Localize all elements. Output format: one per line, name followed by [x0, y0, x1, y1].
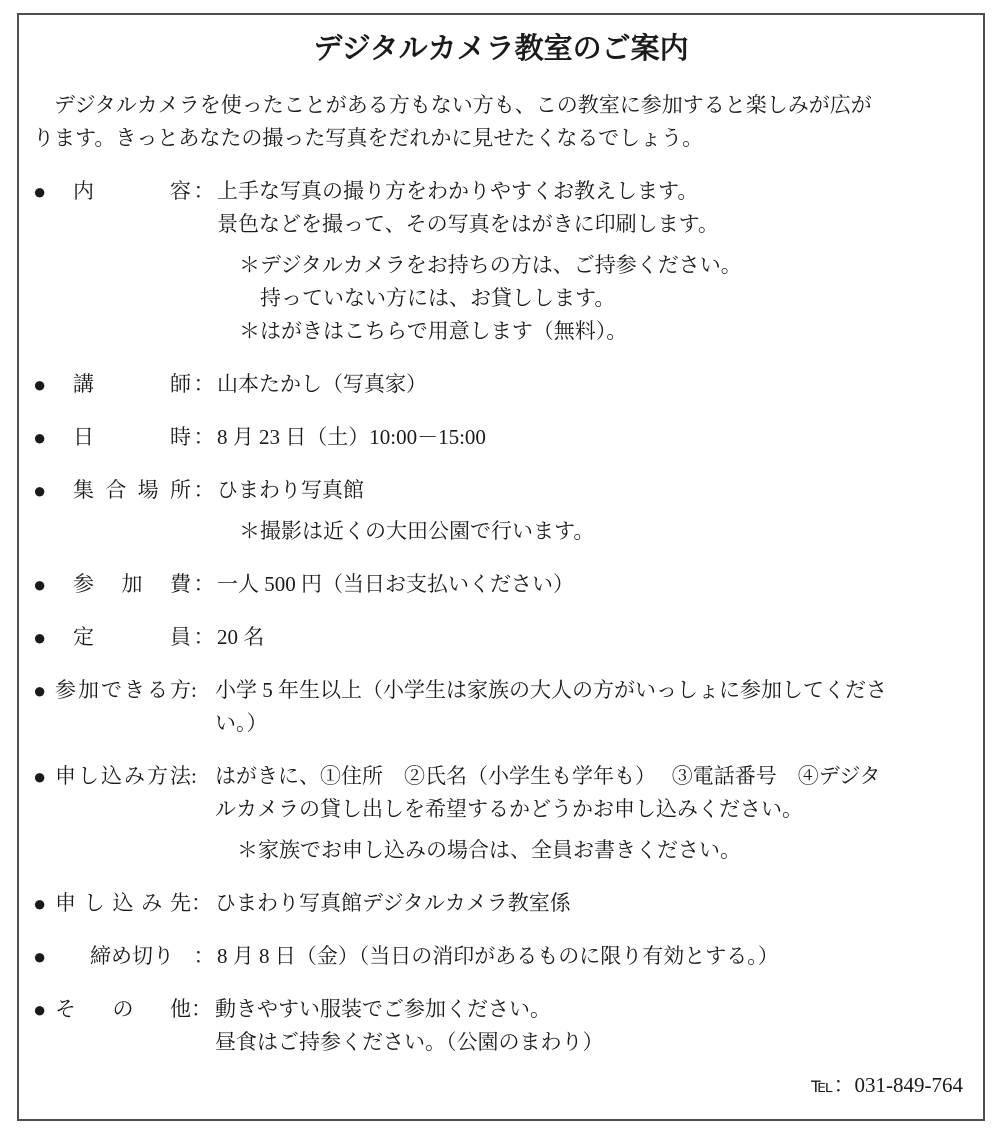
bullet-icon: ● [33, 625, 47, 650]
note-line: ＊はがきはこちらで用意します（無料）。 [239, 319, 628, 343]
intro-paragraph [33, 89, 969, 155]
item-colon: ： [193, 944, 215, 968]
flyer-page [17, 13, 985, 1121]
item-colon: ： [191, 891, 212, 915]
note-line: ＊家族でお申し込みの場合は、全員お書きください。 [237, 838, 741, 862]
item-label: 内容 [73, 179, 191, 203]
bullet-icon: ● [33, 997, 47, 1022]
item-value [217, 621, 969, 654]
item-line: 昼食はご持参ください。（公園のまわり） [215, 1030, 604, 1054]
item-label: 集合場所 [73, 478, 191, 502]
item-application-address [33, 887, 969, 920]
item-value [217, 568, 969, 601]
item-value [217, 940, 969, 973]
item-value [215, 887, 969, 920]
item-line: 上手な写真の撮り方をわかりやすくお教えします。 [217, 179, 699, 203]
item-line: い。） [215, 711, 268, 735]
item-line: ルカメラの貸し出しを希望するかどうかお申し込みください。 [215, 797, 803, 821]
item-label: 申し込み方法 [55, 764, 191, 788]
item-label: 日時 [73, 425, 191, 449]
item-value [217, 175, 969, 348]
note-line: ＊デジタルカメラをお持ちの方は、ご持参ください。 [239, 253, 742, 277]
item-value [217, 421, 969, 454]
item-line: 動きやすい服装でご参加ください。 [215, 997, 551, 1021]
item-line: ひまわり写真館 [217, 478, 364, 502]
item-meeting-place [33, 474, 969, 548]
item-value [215, 760, 969, 867]
item-colon: ： [193, 572, 215, 596]
bullet-icon: ● [33, 425, 47, 450]
item-notes [239, 515, 969, 548]
item-line: 8 月 23 日（土）10:00－15:00 [217, 425, 486, 449]
bullet-icon: ● [33, 764, 47, 789]
intro-line: ります。きっとあなたの撮った写真をだれかに見せたくなるでしょう。 [33, 126, 704, 150]
bullet-icon: ● [33, 891, 47, 916]
phone-number: ℡：031-849-764 [810, 1073, 963, 1097]
item-notes [237, 834, 969, 867]
note-line: 持っていない方には、お貸しします。 [239, 286, 616, 310]
item-notes [239, 249, 969, 348]
item-label: 申し込み先 [55, 891, 191, 915]
item-capacity [33, 621, 969, 654]
note-line: ＊撮影は近くの大田公園で行います。 [239, 519, 595, 543]
item-line: 一人 500 円（当日お支払いください） [217, 572, 574, 596]
intro-line: デジタルカメラを使ったことがある方もない方も、この教室に参加すると楽しみが広が [33, 93, 872, 117]
item-other [33, 993, 969, 1059]
item-value [215, 674, 969, 740]
item-fee [33, 568, 969, 601]
item-label: 定員 [73, 625, 191, 649]
bullet-icon: ● [33, 179, 47, 204]
item-line: 小学 5 年生以上（小学生は家族の大人の方がいっしょに参加してくださ [215, 678, 887, 702]
item-line: 20 名 [217, 625, 265, 649]
item-content [33, 175, 969, 348]
item-deadline [33, 940, 969, 973]
item-line: 8 月 8 日（金）（当日の消印があるものに限り有効とする。） [217, 944, 779, 968]
item-label: 講師 [73, 372, 191, 396]
item-label: 締め切り [90, 944, 174, 968]
bullet-icon: ● [33, 678, 47, 703]
item-label: 参加できる方 [55, 678, 191, 702]
item-line: はがきに、①住所 ②氏名（小学生も学年も） ③電話番号 ④デジタ [215, 764, 881, 788]
item-value [215, 993, 969, 1059]
bullet-icon: ● [33, 944, 47, 969]
page-title: デジタルカメラ教室のご案内 [313, 33, 689, 65]
item-colon: : [191, 764, 197, 788]
item-line: ひまわり写真館デジタルカメラ教室係 [215, 891, 571, 915]
item-line: 景色などを撮って、その写真をはがきに印刷します。 [217, 212, 719, 236]
item-colon: ： [191, 997, 212, 1021]
item-colon: ： [193, 478, 215, 502]
item-instructor [33, 368, 969, 401]
item-label: その他 [55, 997, 191, 1021]
bullet-icon: ● [33, 372, 47, 397]
item-value [217, 368, 969, 401]
item-colon: ： [193, 372, 215, 396]
item-label: 参加費 [73, 572, 191, 596]
bullet-icon: ● [33, 572, 47, 597]
item-colon: ： [193, 179, 215, 203]
item-line: 山本たかし（写真家） [217, 372, 427, 396]
item-datetime [33, 421, 969, 454]
item-value [217, 474, 969, 548]
item-application-method [33, 760, 969, 867]
item-colon: ： [193, 425, 215, 449]
item-colon: : [191, 678, 197, 702]
item-eligibility [33, 674, 969, 740]
bullet-icon: ● [33, 478, 47, 503]
item-colon: ： [193, 625, 215, 649]
